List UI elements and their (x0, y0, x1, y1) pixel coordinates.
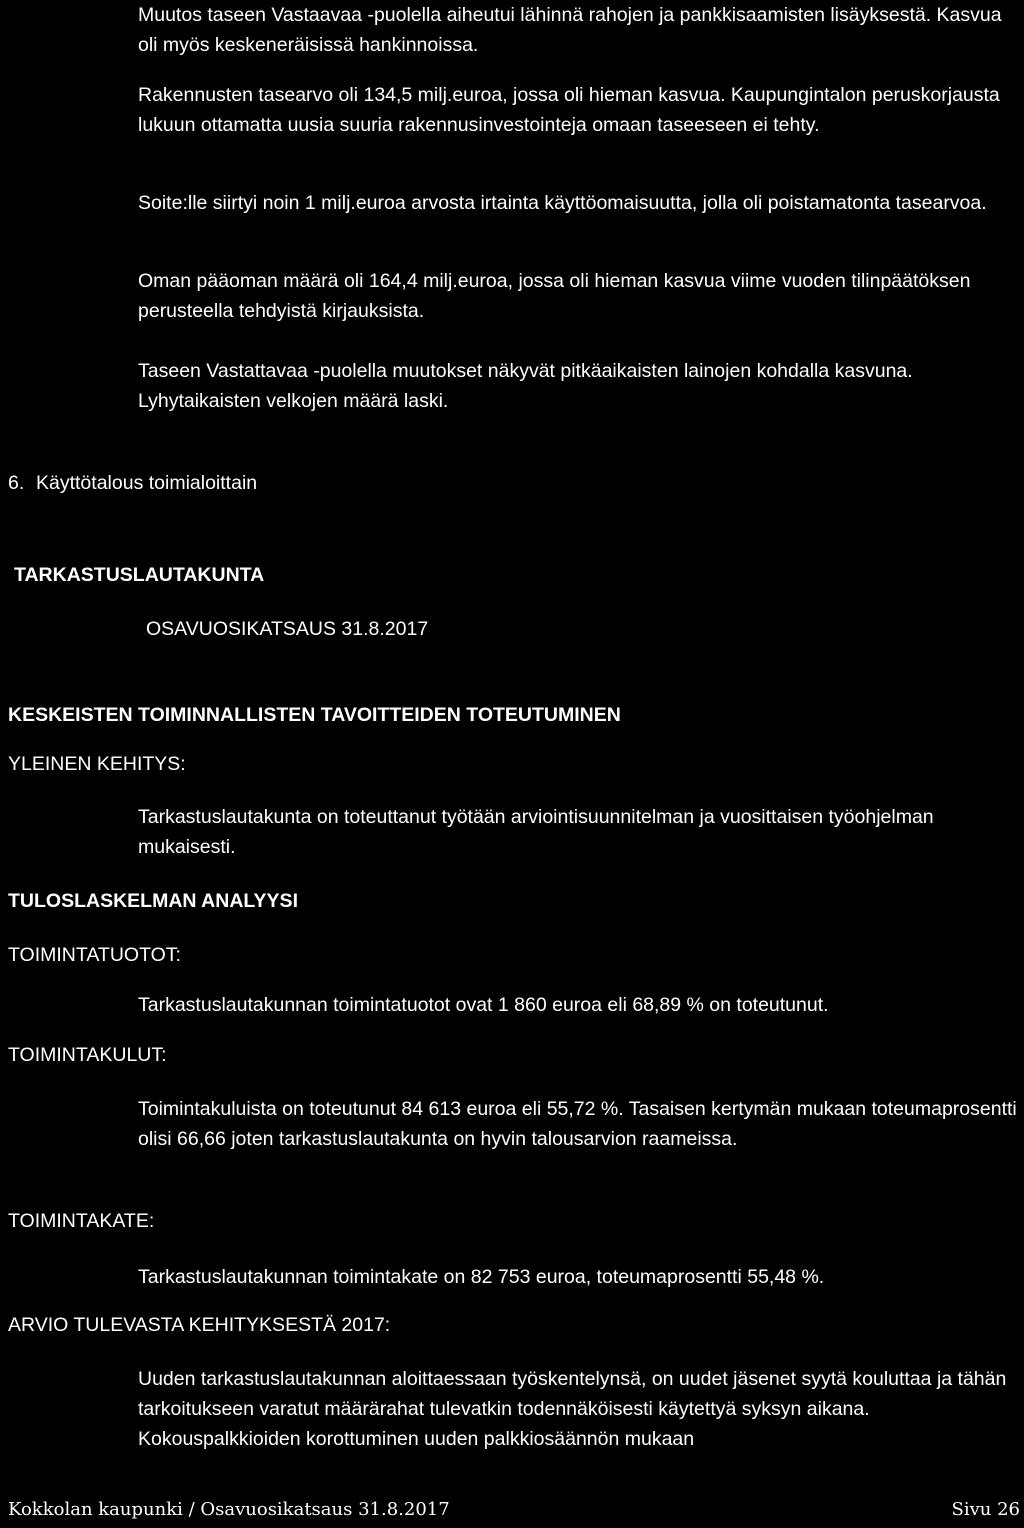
paragraph-equity: Oman pääoman määrä oli 164,4 milj.euroa, jossa oli hieman kasvua viime vuoden tilinpäätöksen perusteella tehdyistä kirjauksista. (138, 270, 971, 322)
general-label: YLEINEN KEHITYS: (8, 753, 186, 775)
report-title: OSAVUOSIKATSAUS 31.8.2017 (146, 618, 429, 640)
section-number: 6. (8, 472, 25, 494)
income-text: Tarkastuslautakunnan toimintatuotot ovat 1 860 euroa eli 68,89 % on toteutunut. (138, 994, 829, 1016)
footer-document-title: Kokkolan kaupunki / Osavuosikatsaus 31.8.2017 (8, 1499, 450, 1520)
outlook-text: Uuden tarkastuslautakunnan aloittaessaan työskentelynsä, on uudet jäsenet syytä kouluttaa ja tähän tarkoitukseen varatut määrärahat tulevatkin todennäköisesti käytettyä syksyn aikana. Kokouspalkkioiden korottuminen uuden palkkiosäännön mukaan (138, 1368, 1007, 1450)
section-title: Käyttötalous toimialoittain (36, 472, 258, 494)
paragraph-assets-change: Muutos taseen Vastaavaa -puolella aiheutui lähinnä rahojen ja pankkisaamisten lisäyksestä. Kasvua oli myös keskeneräisissä hankinnoissa. (138, 4, 1002, 56)
paragraph-soite: Soite:lle siirtyi noin 1 milj.euroa arvosta irtainta käyttöomaisuutta, jolla oli poistamatonta tasearvoa. (138, 192, 987, 214)
paragraph-liabilities: Taseen Vastattavaa -puolella muutokset näkyvät pitkäaikaisten lainojen kohdalla kasvuna. Lyhytaikaisten velkojen määrä laski. (138, 360, 913, 412)
section-heading (8, 468, 258, 498)
costs-text: Toimintakuluista on toteutunut 84 613 euroa eli 55,72 %. Tasaisen kertymän mukaan toteumaprosentti olisi 66,66 joten tarkastuslautakunta on hyvin talousarvion raameissa. (138, 1098, 1017, 1150)
analysis-heading: TULOSLASKELMAN ANALYYSI (8, 890, 298, 912)
goals-heading: KESKEISTEN TOIMINNALLISTEN TAVOITTEIDEN TOTEUTUMINEN (8, 704, 621, 726)
costs-label: TOIMINTAKULUT: (8, 1044, 167, 1066)
income-label: TOIMINTATUOTOT: (8, 944, 181, 966)
outlook-label: ARVIO TULEVASTA KEHITYKSESTÄ 2017: (8, 1314, 391, 1336)
paragraph-buildings: Rakennusten tasearvo oli 134,5 milj.euroa, jossa oli hieman kasvua. Kaupungintalon peruskorjausta lukuun ottamatta uusia suuria rakennusinvestointeja omaan taseeseen ei tehty. (138, 84, 1000, 136)
general-text: Tarkastuslautakunta on toteuttanut työtään arviointisuunnitelman ja vuosittaisen työohjelman mukaisesti. (138, 806, 934, 858)
margin-text: Tarkastuslautakunnan toimintakate on 82 753 euroa, toteumaprosentti 55,48 %. (138, 1266, 825, 1288)
unit-name: TARKASTUSLAUTAKUNTA (14, 564, 265, 586)
footer-page-number: Sivu 26 (951, 1499, 1020, 1520)
page-footer (8, 1497, 1020, 1523)
margin-label: TOIMINTAKATE: (8, 1210, 155, 1232)
